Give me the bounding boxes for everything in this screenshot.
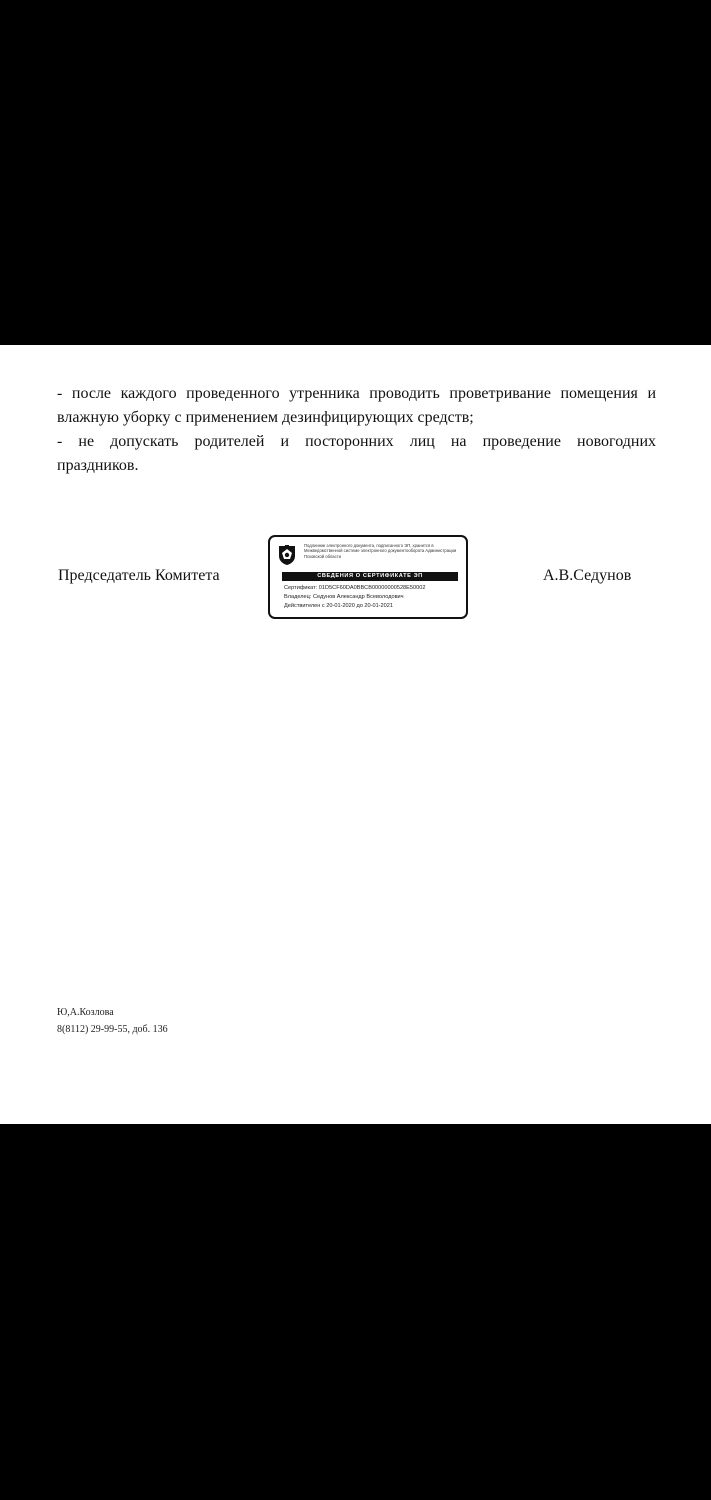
stamp-validity: Действителен с 20-01-2020 до 20-01-2021	[284, 603, 393, 609]
executor-phone: 8(8112) 29-99-55, доб. 136	[57, 1024, 168, 1035]
stamp-owner: Владелец: Седунов Александр Всеволодович	[284, 594, 404, 600]
coat-of-arms-icon	[276, 544, 298, 566]
electronic-signature-stamp	[268, 535, 468, 619]
document-body	[57, 382, 656, 478]
executor-name: Ю,А.Козлова	[57, 1007, 114, 1018]
stamp-certificate: Сертификат: 01D5CF60DA0BBCB00000000528E50002	[284, 585, 426, 591]
paragraph-no-parents: - не допускать родителей и посторонних лиц на проведение новогодних праздников.	[57, 433, 656, 474]
signatory-position: Председатель Комитета	[58, 567, 220, 584]
executor-footer	[57, 1004, 168, 1038]
document-page	[0, 345, 711, 1124]
stamp-header: СВЕДЕНИЯ О СЕРТИФИКАТЕ ЭП	[282, 572, 458, 581]
paragraph-ventilation: - после каждого проведенного утренника проводить проветривание помещения и влажную уборку с применением дезинфицирующих средств;	[57, 385, 656, 426]
stamp-note: Подлинник электронного документа, подписанного ЭП, хранится в Межведомственной системе электронного документооборота Администрации Псковской области	[304, 543, 457, 559]
signatory-name: А.В.Седунов	[543, 567, 632, 584]
